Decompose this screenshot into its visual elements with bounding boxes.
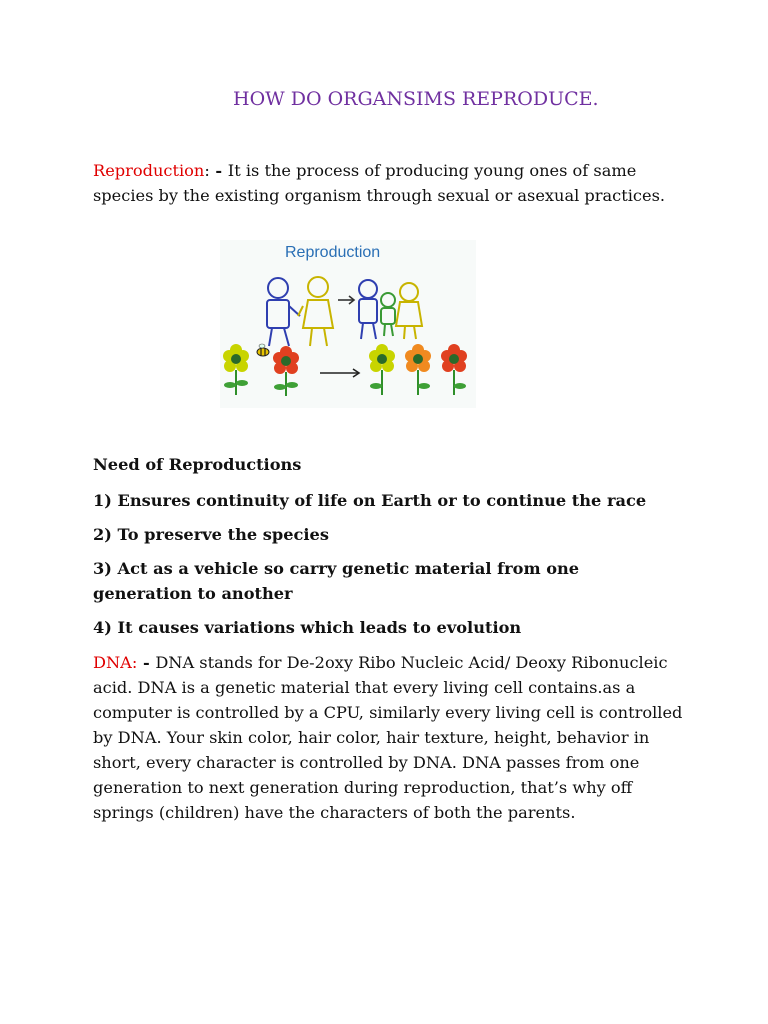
arrow-icon-flowers (320, 369, 359, 377)
reproduction-term: Reproduction (93, 161, 205, 180)
title-text: HOW DO ORGANSIMS REPRODUCE (233, 88, 593, 110)
parent-figure-blue (267, 278, 300, 346)
reproduction-definition: It is the process of producing young ones of same species by the existing organism through sexual or asexual practices. (93, 161, 666, 205)
flower-icon-red-offspring (441, 344, 467, 395)
reproduction-illustration (220, 240, 476, 408)
bee-icon (257, 344, 269, 356)
dna-separator: - (137, 653, 156, 672)
flower-icon-red (273, 346, 299, 396)
need-point-3: 3) Act as a vehicle so carry genetic material from one generation to another (93, 559, 580, 603)
title-dot: . (592, 88, 599, 110)
offspring-figure-yellow (396, 283, 422, 339)
flower-icon-yellow (223, 344, 249, 395)
dna-colon: : (131, 653, 138, 672)
flower-icon-yellow-offspring (369, 344, 395, 395)
dna-definition: DNA stands for De-2oxy Ribo Nucleic Acid/ Deoxy Ribonucleic acid. DNA is a genetic material that every living cell contains.as a computer is controlled by a CPU, similarly every living cell is controlled by DNA. Your skin color, hair color, hair texture, height, behavior in short, every character is controlled by DNA. DNA passes from one generation to next generation during reproduction, that’s why off springs (children) have the characters of both the parents. (93, 653, 683, 822)
figure-caption: Reproduction (285, 244, 381, 261)
offspring-figure-blue (359, 280, 377, 339)
reproduction-drawing (220, 240, 476, 408)
need-heading: Need of Reproductions (93, 455, 302, 474)
need-point-1: 1) Ensures continuity of life on Earth or to continue the race (93, 491, 647, 510)
dna-term: DNA (93, 653, 132, 672)
reproduction-colon: : (204, 161, 210, 180)
arrow-icon (338, 296, 354, 304)
dna-paragraph (93, 650, 683, 825)
parent-figure-yellow (298, 277, 333, 346)
page-title (233, 88, 599, 110)
reproduction-paragraph (93, 158, 683, 208)
flower-icon-orange-offspring (405, 344, 431, 395)
need-point-2: 2) To preserve the species (93, 525, 329, 544)
need-point-4: 4) It causes variations which leads to evolution (93, 618, 522, 637)
offspring-figure-green (381, 293, 395, 336)
reproduction-separator: - (209, 161, 228, 180)
